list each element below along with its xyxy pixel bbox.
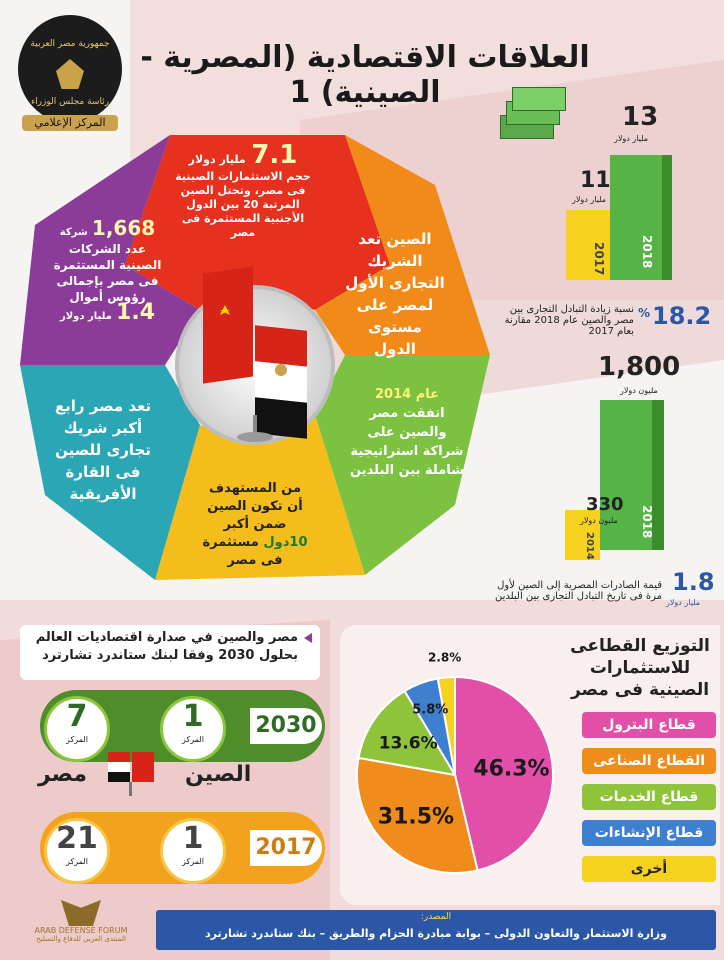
trade-bar-2018 bbox=[610, 155, 662, 280]
pie-label-1: 46.3% bbox=[473, 756, 550, 782]
legend-item-4: قطاع الإنشاءات bbox=[582, 820, 716, 846]
trade-pct-text: نسبة زيادة التبادل التجارى بين مصر والصين عام 2018 مقارنة بعام 2017 bbox=[504, 304, 634, 337]
legend-item-1: قطاع البترول bbox=[582, 712, 716, 738]
wheel-red-content bbox=[168, 140, 318, 240]
trade-2018-value: 13 bbox=[622, 102, 659, 132]
source-footer bbox=[156, 910, 716, 950]
trade-2018-year: 2018 bbox=[640, 235, 654, 269]
rank-label: المركز bbox=[182, 857, 204, 866]
egypt-rank-2017-badge bbox=[44, 818, 110, 884]
eagle-icon bbox=[56, 59, 84, 89]
trade-pct: 18.2 bbox=[652, 302, 712, 330]
partnership-text: اتفقت مصر والصين على شراكة استراتيجية شاملة بين البلدين bbox=[350, 406, 464, 478]
exports-big-unit: مليار دولار bbox=[666, 598, 701, 607]
capital-value: 1.4 bbox=[116, 300, 156, 325]
watermark bbox=[6, 900, 156, 956]
trade-2018-unit: مليار دولار bbox=[614, 134, 649, 143]
investment-text: حجم الاستثمارات الصينية فى مصر، وتحتل الصين المرتبة 20 بين الدول الأجنبية المستثمرة فى مصر bbox=[175, 170, 311, 239]
wheel-yellow-content bbox=[200, 480, 310, 570]
logo-bottom-text: المركز الإعلامي bbox=[22, 115, 118, 131]
egypt-china-flags-icon bbox=[108, 752, 154, 798]
page-title: العلاقات الاقتصادية (المصرية - الصينية) 1 bbox=[140, 40, 590, 110]
exports-2014-year: 2014 bbox=[584, 532, 595, 560]
pie-label-4: 5.8% bbox=[412, 702, 449, 718]
egypt-rank-2030: 7 bbox=[66, 699, 88, 734]
trade-2017-year: 2017 bbox=[592, 242, 606, 276]
partnership-year: عام 2014 bbox=[374, 387, 439, 402]
china-rank-2017: 1 bbox=[182, 821, 204, 856]
china-rank-2030: 1 bbox=[182, 699, 204, 734]
watermark-line2: المنتدى العربي للدفاع والتسليح bbox=[36, 935, 126, 943]
trade-2017-value: 11 bbox=[580, 168, 611, 193]
shield-icon bbox=[61, 900, 101, 926]
ranking-heading: مصر والصين في صدارة اقتصاديات العالم بحلول 2030 وفقا لبنك ستاندرد تشارترد bbox=[35, 630, 298, 663]
companies-count: 1,668 bbox=[91, 216, 156, 240]
investment-unit: مليار دولار bbox=[188, 153, 246, 166]
investment-value: 7.1 bbox=[251, 140, 298, 170]
egypt-label: مصر bbox=[38, 762, 87, 787]
legend-item-5: أخرى bbox=[582, 856, 716, 882]
target-text-b: مستثمرة فى مصر bbox=[202, 535, 283, 568]
wheel-green-content bbox=[348, 385, 466, 480]
target-text-a: من المستهدف أن تكون الصين ضمن أكبر bbox=[207, 481, 303, 532]
logo-top-text: جمهورية مصر العربية bbox=[30, 39, 110, 49]
legend-item-3: قطاع الخدمات bbox=[582, 784, 716, 810]
companies-text: عدد الشركات الصينية المستثمرة فى مصر بإجمالى رؤوس أموال bbox=[53, 242, 162, 304]
watermark-line1: ARAB DEFENSE FORUM bbox=[34, 926, 128, 935]
trade-bar-2018-side bbox=[662, 155, 672, 280]
exports-text: قيمة الصادرات المصرية إلى الصين لأول مرة فى تاريخ التبادل التجارى بين البلدين bbox=[494, 580, 662, 602]
exports-big-value: 1.8 bbox=[672, 568, 715, 596]
exports-2018-value: 1,800 bbox=[598, 352, 681, 382]
exports-2018-unit: مليون دولار bbox=[620, 386, 658, 395]
trade-pct-sign: % bbox=[638, 306, 651, 320]
ranking-year-2030: 2030 bbox=[250, 708, 322, 744]
rank-label: المركز bbox=[66, 857, 88, 866]
egypt-rank-2017: 21 bbox=[56, 821, 98, 856]
rank-label: المركز bbox=[66, 735, 88, 744]
triangle-icon bbox=[304, 633, 312, 643]
trade-2017-unit: مليار دولار bbox=[572, 195, 607, 204]
pie-label-3: 13.6% bbox=[378, 733, 438, 754]
exports-2018-year: 2018 bbox=[640, 505, 654, 539]
china-label: الصين bbox=[185, 762, 252, 787]
companies-unit: شركة bbox=[59, 227, 88, 238]
source-label: المصدر: bbox=[420, 912, 452, 922]
pie-title: التوزيع القطاعى للاستثمارات الصينية فى مصر bbox=[570, 636, 710, 700]
egypt-rank-2030-badge bbox=[44, 696, 110, 762]
ranking-heading-box bbox=[20, 625, 320, 680]
logo bbox=[18, 15, 122, 129]
exports-2014-unit: مليون دولار bbox=[580, 516, 618, 525]
pie-label-5: 2.8% bbox=[427, 650, 462, 665]
legend-item-2: القطاع الصناعى bbox=[582, 748, 716, 774]
logo-middle-text: رئاسة مجلس الوزراء bbox=[30, 97, 110, 107]
pie-label-2: 31.5% bbox=[377, 804, 455, 830]
rank-label: المركز bbox=[182, 735, 204, 744]
money-stack-icon bbox=[500, 85, 540, 155]
capital-unit: مليار دولار bbox=[59, 311, 112, 322]
china-rank-2017-badge bbox=[160, 818, 226, 884]
africa-text: تعد مصر رابع أكبر شريك تجارى للصين فى القارة الأفريقية bbox=[54, 397, 152, 503]
pie-chart bbox=[340, 625, 570, 905]
exports-2014-value: 330 bbox=[586, 494, 624, 515]
target-highlight: 10دول bbox=[263, 535, 308, 550]
wheel-purple-content bbox=[50, 216, 165, 325]
ranking-year-2017: 2017 bbox=[250, 830, 322, 866]
partner-text: الصين تعد الشريك التجارى الأول لمصر على مستوى الدول bbox=[345, 230, 445, 358]
source-text: وزارة الاستثمار والتعاون الدولى – بوابة مبادرة الحزام والطريق – بنك ستاندرد تشارترد bbox=[205, 927, 667, 940]
china-rank-2030-badge bbox=[160, 696, 226, 762]
